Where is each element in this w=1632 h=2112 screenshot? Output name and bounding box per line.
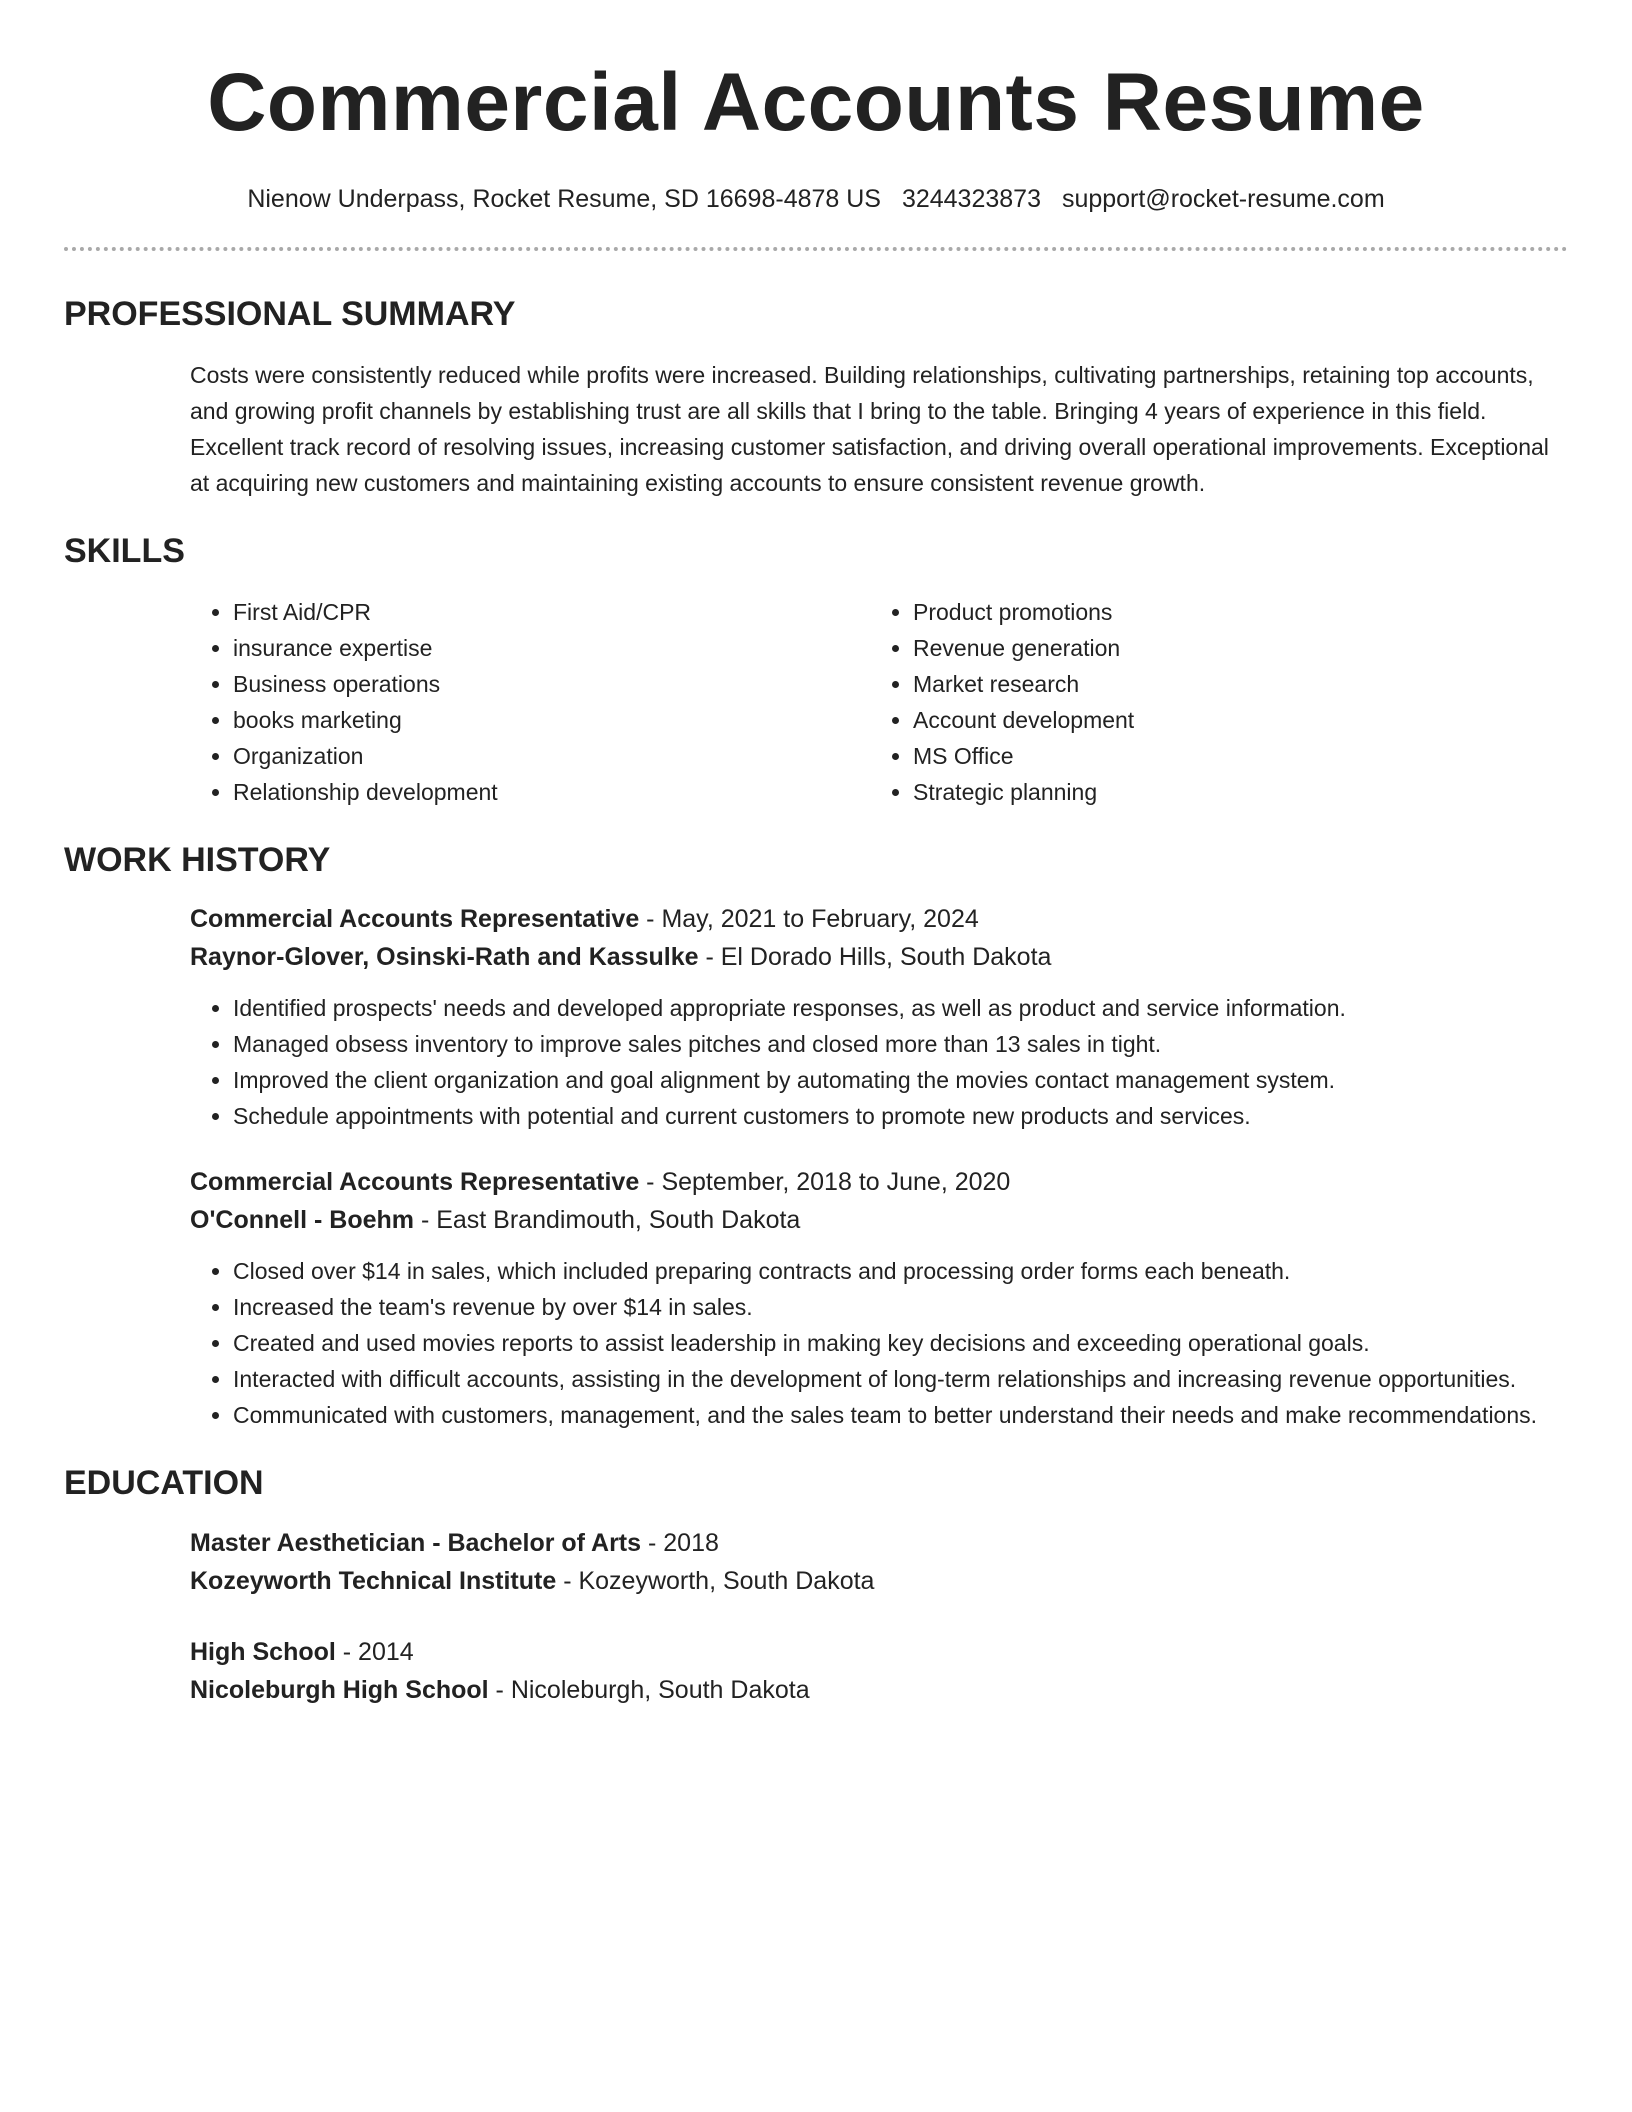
contact-email: support@rocket-resume.com [1061, 185, 1385, 213]
skill-item: • Revenue generation [913, 630, 1568, 666]
skill-item: • First Aid/CPR [233, 594, 870, 630]
education-year: - 2014 [335, 1638, 414, 1667]
skills-list-left [190, 594, 870, 810]
header-divider [64, 247, 1568, 251]
job-company-line [190, 1201, 1568, 1239]
skill-item: • Product promotions [913, 594, 1568, 630]
work-heading: WORK HISTORY [64, 840, 331, 879]
summary-heading: PROFESSIONAL SUMMARY [64, 295, 516, 333]
education-location: - Nicoleburgh, South Dakota [488, 1676, 810, 1705]
skill-item: • Account development [913, 702, 1568, 738]
summary-text: Costs were consistently reduced while profits were increased. Building relationships, cultivating partnerships, retaining top accounts, and growing profit channels by establishing trust are all skills that I bring to the table. Bringing 4 years of experience in this field. Excellent track record of resolving issues, increasing customer satisfaction, and driving overall operational improvements. Exceptional at acquiring new customers and maintaining existing accounts to ensure consistent revenue growth. [190, 361, 1549, 496]
education-school: Kozeyworth Technical Institute [190, 1567, 557, 1596]
education-degree: Master Aesthetician - Bachelor of Arts [190, 1529, 642, 1558]
skill-item: • Relationship development [233, 774, 870, 810]
skill-item: • Business operations [233, 666, 870, 702]
job-role: Commercial Accounts Representative [190, 1168, 640, 1197]
job-title-line [190, 900, 1568, 938]
job-bullet: • Managed obsess inventory to improve sales pitches and closed more than 13 sales in tight. [233, 1026, 1568, 1062]
job-bullet: • Closed over $14 in sales, which included preparing contracts and processing order forms each beneath. [233, 1253, 1568, 1289]
skill-item: • books marketing [233, 702, 870, 738]
skill-item: • Strategic planning [913, 774, 1568, 810]
job-location: - East Brandimouth, South Dakota [414, 1206, 801, 1235]
education-degree-line [190, 1633, 1568, 1671]
education-school-line [190, 1562, 1568, 1600]
job-company-line [190, 938, 1568, 976]
education-year: - 2018 [641, 1529, 719, 1558]
job-bullet: • Communicated with customers, management, and the sales team to better understand their needs and make recommendations. [233, 1397, 1568, 1433]
job-location: - El Dorado Hills, South Dakota [698, 943, 1052, 972]
contact-phone: 3244323873 [901, 185, 1041, 213]
job-company: Raynor-Glover, Osinski-Rath and Kassulke [190, 943, 699, 972]
job-role: Commercial Accounts Representative [190, 905, 640, 934]
skill-item: • Organization [233, 738, 870, 774]
resume-title: Commercial Accounts Resume [207, 57, 1425, 148]
education-degree-line [190, 1524, 1568, 1562]
job-entry [64, 1163, 1568, 1433]
skills-list-right [870, 594, 1568, 810]
skills-grid [64, 594, 1568, 810]
education-school-line [190, 1671, 1568, 1709]
contact-line [64, 184, 1568, 214]
skill-item: • Market research [913, 666, 1568, 702]
education-heading: EDUCATION [64, 1464, 264, 1503]
job-bullets [190, 990, 1568, 1134]
education-entry [64, 1633, 1568, 1709]
education-school: Nicoleburgh High School [190, 1676, 489, 1705]
education-entry [64, 1524, 1568, 1600]
skills-heading: SKILLS [64, 531, 185, 570]
job-bullets [190, 1253, 1568, 1433]
summary-block [64, 357, 1568, 501]
job-dates: - September, 2018 to June, 2020 [639, 1168, 1011, 1197]
job-entry [64, 900, 1568, 1134]
job-dates: - May, 2021 to February, 2024 [639, 905, 979, 934]
job-company: O'Connell - Boehm [190, 1206, 414, 1235]
job-bullet: • Increased the team's revenue by over $14 in sales. [233, 1289, 1568, 1325]
job-bullet: • Created and used movies reports to assist leadership in making key decisions and exceeding operational goals. [233, 1325, 1568, 1361]
skill-item: • MS Office [913, 738, 1568, 774]
job-bullet: • Schedule appointments with potential and current customers to promote new products and services. [233, 1098, 1568, 1134]
job-bullet: • Improved the client organization and goal alignment by automating the movies contact management system. [233, 1062, 1568, 1098]
job-bullet: • Interacted with difficult accounts, assisting in the development of long-term relationships and increasing revenue opportunities. [233, 1361, 1568, 1397]
education-degree: High School [190, 1638, 336, 1667]
skill-item: • insurance expertise [233, 630, 870, 666]
job-title-line [190, 1163, 1568, 1201]
education-location: - Kozeyworth, South Dakota [556, 1567, 875, 1596]
job-bullet: • Identified prospects' needs and developed appropriate responses, as well as product and service information. [233, 990, 1568, 1026]
contact-address: Nienow Underpass, Rocket Resume, SD 16698-4878 US [247, 185, 881, 213]
